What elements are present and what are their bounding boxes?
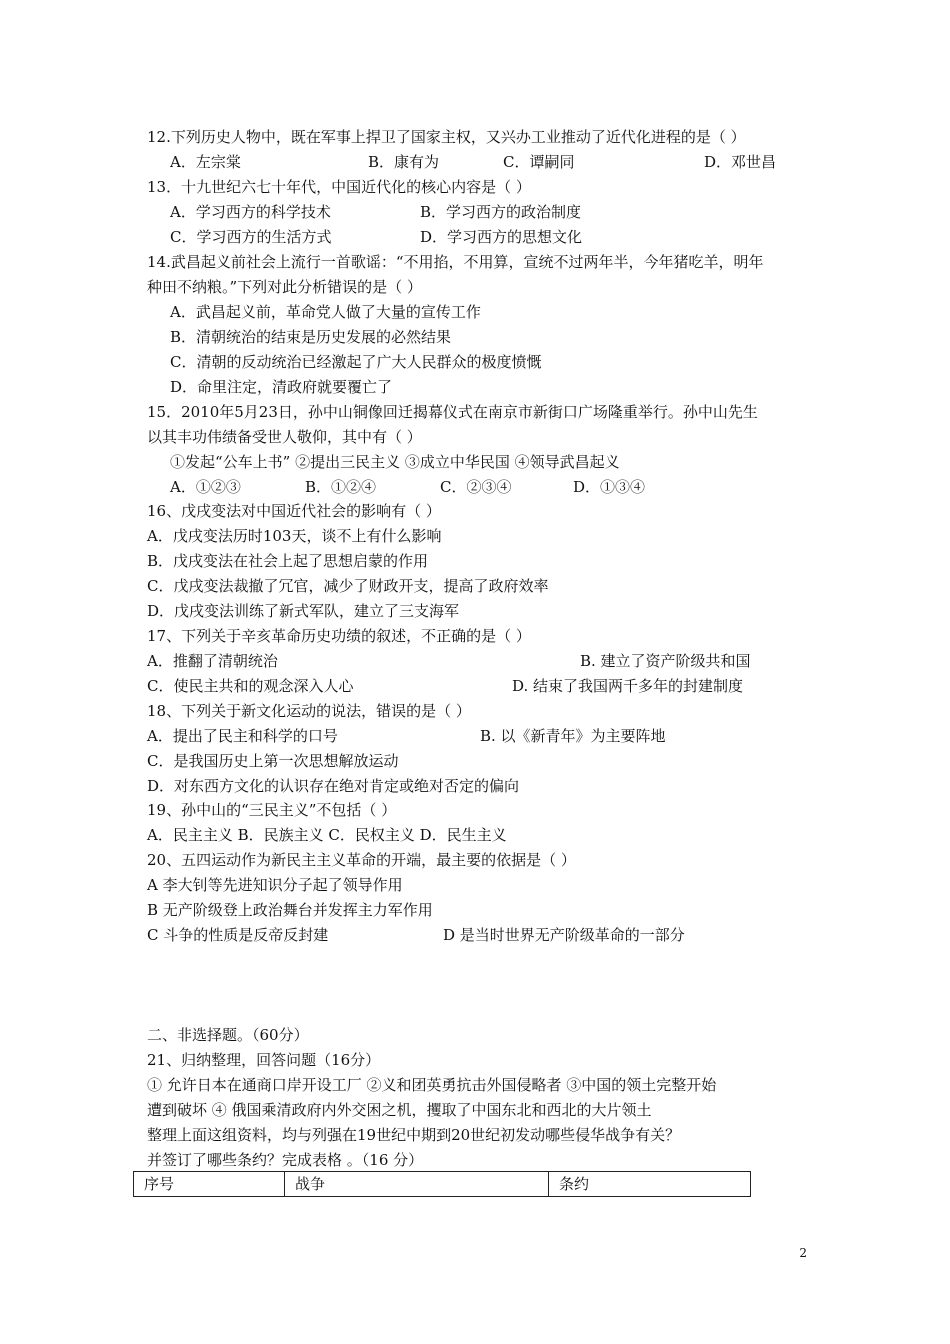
- q15-option-d: D．①③④: [573, 478, 646, 496]
- q21-question-line1: 整理上面这组资料，均与列强在19世纪中期到20世纪初发动哪些侵华战争有关？: [147, 1126, 681, 1144]
- q20-stem: 20、五四运动作为新民主主义革命的开端，最主要的依据是（ ）: [147, 851, 576, 869]
- q14-stem-line2: 种田不纳粮。”下列对此分析错误的是（ ）: [147, 278, 422, 296]
- q13-option-c: C．学习西方的生活方式: [170, 228, 332, 246]
- q19-options: A．民主主义 B．民族主义 C．民权主义 D．民生主义: [147, 826, 507, 844]
- q15-option-a: A．①②③: [170, 478, 241, 496]
- q17-option-b: B. 建立了资产阶级共和国: [580, 652, 751, 670]
- q17-stem: 17、下列关于辛亥革命历史功绩的叙述，不正确的是（ ）: [147, 627, 531, 645]
- q15-option-c: C．②③④: [440, 478, 512, 496]
- q12-option-d: D．邓世昌: [704, 153, 777, 171]
- page-number: 2: [799, 1246, 807, 1260]
- q14-option-d: D．命里注定，清政府就要覆亡了: [170, 378, 393, 396]
- q18-option-b: B. 以《新青年》为主要阵地: [480, 727, 666, 745]
- q17-option-d: D. 结束了我国两千多年的封建制度: [512, 677, 744, 695]
- q13-option-d: D．学习西方的思想文化: [420, 228, 583, 246]
- q16-option-d: D．戊戌变法训练了新式军队，建立了三支海军: [147, 602, 460, 620]
- q15-stem-line1: 15．2010年5月23日，孙中山铜像回迁揭幕仪式在南京市新街口广场隆重举行。孙中山先生: [147, 403, 758, 421]
- q21-material-line1: ① 允许日本在通商口岸开设工厂 ②义和团英勇抗击外国侵略者 ③中国的领土完整开始: [147, 1076, 717, 1094]
- q21-question-line2: 并签订了哪些条约？完成表格 。（16 分）: [147, 1151, 424, 1169]
- q17-option-a: A．推翻了清朝统治: [147, 652, 278, 670]
- q15-option-b: B．①②④: [305, 478, 377, 496]
- q18-option-a: A．提出了民主和科学的口号: [147, 727, 338, 745]
- answer-table: [133, 1171, 751, 1197]
- q13-option-a: A．学习西方的科学技术: [170, 203, 331, 221]
- q14-option-c: C．清朝的反动统治已经激起了广大人民群众的极度愤慨: [170, 353, 542, 371]
- q12-option-c: C．谭嗣同: [503, 153, 575, 171]
- q15-stem-line2: 以其丰功伟绩备受世人敬仰，其中有（ ）: [147, 428, 422, 446]
- q15-items: ①发起“公车上书” ②提出三民主义 ③成立中华民国 ④领导武昌起义: [170, 453, 620, 471]
- table-header-cell: 条约: [549, 1172, 751, 1197]
- q18-option-c: C．是我国历史上第一次思想解放运动: [147, 752, 399, 770]
- q13-stem: 13．十九世纪六七十年代，中国近代化的核心内容是（ ）: [147, 178, 531, 196]
- q14-stem-line1: 14.武昌起义前社会上流行一首歌谣：“不用掐，不用算，宣统不过两年半，今年猪吃羊，明年: [147, 253, 764, 271]
- q20-option-b: B 无产阶级登上政治舞台并发挥主力军作用: [147, 901, 433, 919]
- q20-option-a: A 李大钊等先进知识分子起了领导作用: [147, 876, 403, 894]
- q21-material-line2: 遭到破坏 ④ 俄国乘清政府内外交困之机，攫取了中国东北和西北的大片领土: [147, 1101, 652, 1119]
- q14-option-b: B．清朝统治的结束是历史发展的必然结果: [170, 328, 452, 346]
- q18-stem: 18、下列关于新文化运动的说法，错误的是（ ）: [147, 702, 471, 720]
- q16-option-b: B．戊戌变法在社会上起了思想启蒙的作用: [147, 552, 429, 570]
- table-header-cell: 战争: [285, 1172, 549, 1197]
- q12-option-a: A．左宗棠: [170, 153, 241, 171]
- part2-title: 二、非选择题。（60分）: [147, 1026, 309, 1044]
- q20-option-c: C 斗争的性质是反帝反封建: [147, 926, 329, 944]
- table-header-cell: 序号: [134, 1172, 285, 1197]
- q20-option-d: D 是当时世界无产阶级革命的一部分: [443, 926, 685, 944]
- q16-stem: 16、戊戌变法对中国近代社会的影响有（ ）: [147, 502, 441, 520]
- q19-stem: 19、孙中山的“三民主义”不包括（ ）: [147, 801, 397, 819]
- q14-option-a: A．武昌起义前，革命党人做了大量的宣传工作: [170, 303, 481, 321]
- q12-option-b: B．康有为: [368, 153, 440, 171]
- q21-stem: 21、归纳整理，回答问题（16分）: [147, 1051, 381, 1069]
- q18-option-d: D．对东西方文化的认识存在绝对肯定或绝对否定的偏向: [147, 777, 520, 795]
- table-header-row: [134, 1172, 751, 1197]
- q13-option-b: B．学习西方的政治制度: [420, 203, 582, 221]
- q17-option-c: C．使民主共和的观念深入人心: [147, 677, 354, 695]
- q16-option-c: C．戊戌变法裁撤了冗官，减少了财政开支，提高了政府效率: [147, 577, 549, 595]
- q16-option-a: A．戊戌变法历时103天，谈不上有什么影响: [147, 527, 442, 545]
- q12-stem: 12.下列历史人物中，既在军事上捍卫了国家主权，又兴办工业推动了近代化进程的是（ ）: [147, 128, 746, 146]
